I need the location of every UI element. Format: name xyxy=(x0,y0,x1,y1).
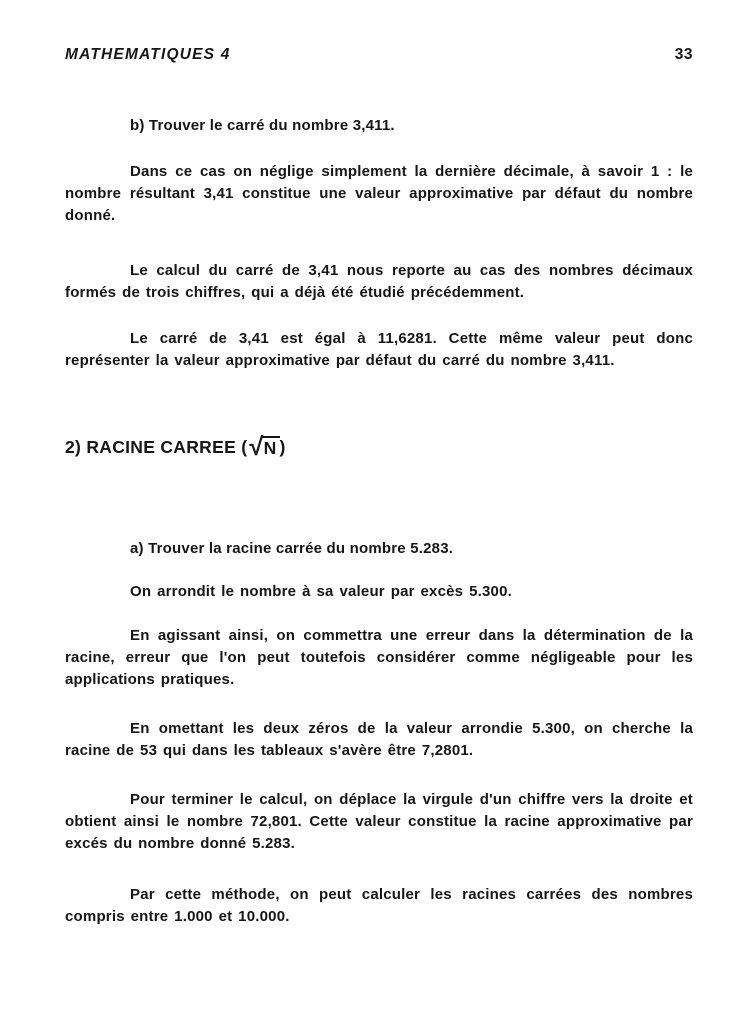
text-column xyxy=(65,0,693,943)
paragraph-methode: Par cette méthode, on peut calculer les racines carrées des nombres compris entre 1.000 et 10.000. xyxy=(65,886,693,925)
radical-sign-icon: √ xyxy=(249,433,264,462)
radicand: N xyxy=(262,436,280,457)
paragraph-omettant-zeros: En omettant les deux zéros de la valeur arrondie 5.300, on cherche la racine de 53 qui dans les tableaux s'avère être 7,2801. xyxy=(65,720,693,759)
paragraph-neglige-decimale: Dans ce cas on néglige simplement la dernière décimale, à savoir 1 : le nombre résultant 3,41 constitue une valeur approximative par défaut du nombre donné. xyxy=(65,163,693,224)
exercise-item-b: b) Trouver le carré du nombre 3,411. xyxy=(130,117,395,134)
paragraph-carre-341: Le carré de 3,41 est égal à 11,6281. Cette même valeur peut donc représenter la valeur approximative par défaut du carré du nombre 3,411. xyxy=(65,330,693,369)
paragraph-calcul-carre: Le calcul du carré de 3,41 nous reporte au cas des nombres décimaux formés de trois chiffres, qui a déjà été étudié précédemment. xyxy=(65,262,693,301)
book-title: MATHEMATIQUES 4 xyxy=(65,46,231,63)
section-heading-text: 2) RACINE CARREE ( xyxy=(65,437,248,457)
paragraph-erreur: En agissant ainsi, on commettra une erreur dans la détermination de la racine, erreur que l'on peut toutefois considérer comme négligeable pour les applications pratiques. xyxy=(65,627,693,688)
page-header xyxy=(65,44,693,66)
exercise-item-a: a) Trouver la racine carrée du nombre 5.283. xyxy=(130,540,454,557)
square-root-symbol xyxy=(249,433,279,462)
section-heading-close-paren: ) xyxy=(279,437,286,457)
paragraph-terminer-calcul: Pour terminer le calcul, on déplace la virgule d'un chiffre vers la droite et obtient ainsi le nombre 72,801. Cette valeur constitue la racine approximative par excés du nombre donné 5.283. xyxy=(65,791,693,852)
section-heading-racine-carree xyxy=(65,433,693,462)
paragraph-arrondit: On arrondit le nombre à sa valeur par excès 5.300. xyxy=(130,583,512,600)
page-number: 33 xyxy=(674,46,693,63)
